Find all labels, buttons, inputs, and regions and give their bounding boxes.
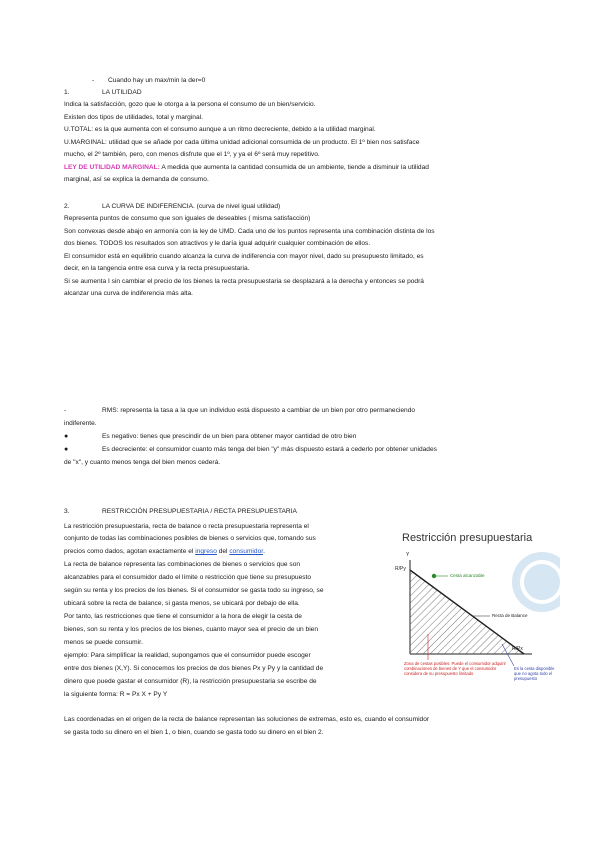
top-item: Cuando hay un max/min la der=0: [108, 77, 206, 84]
s2-number: 2.: [64, 203, 70, 210]
red-note: Zona de cestas posibles. Puede el consumidor adquirir combinaciones de bienes de Y que el consumidor considera de su presupuesto limitado: [404, 661, 506, 676]
rms-line: indiferente.: [64, 420, 97, 427]
consumidor-link[interactable]: consumidor: [229, 548, 264, 555]
s1-line: marginal, así se explica la demanda de consumo.: [64, 176, 209, 183]
s3-line: se gasta todo su dinero en el bien 1, o bien, cuando se gasta todo su dinero en el bien 2.: [64, 729, 324, 736]
s3-title: RESTRICCIÓN PRESUPUESTARIA / RECTA PRESUPUESTARIA: [102, 508, 297, 515]
s2-title: LA CURVA DE INDIFERENCIA. (curva de nivel igual utilidad): [102, 203, 281, 210]
s3-line: precios como dados, agotan exactamente el ingreso del consumidor.: [64, 548, 265, 555]
s1-number: 1.: [64, 89, 70, 96]
s2-line: alcanzar una curva de indiferencia más alta.: [64, 290, 194, 297]
s1-line: Existen dos tipos de utilidades, total y marginal.: [64, 114, 203, 121]
s3-line: La restricción presupuestaria, recta de balance o recta presupuestaria representa el: [64, 523, 309, 530]
rms-bullet: Es decreciente: el consumidor cuanto más tenga del bien "y" más dispuesto estará a cederlo por obtener unidades: [102, 446, 437, 453]
top-dash: -: [92, 77, 95, 84]
rms-dash: -: [64, 407, 67, 414]
s3-line: alcanzables para el consumidor dado el límite o restricción que tiene su presupuesto: [64, 574, 312, 581]
s2-line: Son convexas desde abajo en armonía con la ley de UMD. Cada uno de los puntos representa una combinación distinta de los: [64, 228, 435, 235]
utotal-term: U.TOTAL:: [64, 126, 94, 133]
s3-line: ejemplo: Para simplificar la realidad, supongamos que el consumidor puede escoger: [64, 652, 311, 659]
s3-line: La recta de balance representa las combinaciones de bienes o servicios que son: [64, 561, 301, 568]
s2-line: El consumidor está en equilibrio cuando alcanza la curva de indiferencia con mayor nivel, dado su presupuesto limitado, es: [64, 253, 424, 260]
s2-line: Representa puntos de consumo que son iguales de deseables ( misma satisfacción): [64, 215, 311, 222]
s2-line: decir, en la tangencia entre esa curva y la recta presupuestaria.: [64, 265, 250, 272]
s3-line: menos se puede consumir.: [64, 639, 143, 646]
s1-line: LEY DE UTILIDAD MARGINAL: A medida que aumenta la cantidad consumida de un ambiente, tiende a disminuir la utilidad: [64, 164, 429, 171]
blue-note: Es la cesta disponible que no agota todo el presupuesto: [514, 666, 555, 681]
s3-line: según su renta y los precios de los bienes. Si el consumidor se gasta todo su ingreso, se: [64, 587, 324, 594]
s1-line: U.MARGINAL: utilidad que se añade por cada última unidad adicional consumida de un producto. El 1º bien nos satisface: [64, 139, 420, 146]
rms-line: RMS: representa la tasa a la que un individuo está dispuesto a cambiar de un bien por otro permaneciendo: [102, 407, 416, 414]
budget-constraint-figure: [392, 522, 560, 690]
y-axis-label: Y: [406, 552, 410, 558]
s2-line: dos bienes. TODOS los resultados son atractivos y le daría igual adquirir cualquier combinación de ellos.: [64, 240, 371, 247]
s3-number: 3.: [64, 508, 70, 515]
s1-line: mucho, el 2º también, pero, con menos disfrute que el 1º, y ya el 6º será muy repetitivo.: [64, 151, 320, 158]
s3-line: dinero que puede gastar el consumidor (R), la restricción presupuestaria se escribe de: [64, 678, 317, 685]
s3-line: conjunto de todas las combinaciones posibles de bienes o servicios que, tomando sus: [64, 535, 316, 542]
rms-bullet: de "x", y cuanto menos tenga del bien menos cederá.: [64, 459, 221, 466]
rms-bullet: Es negativo: tienes que prescindir de un bien para obtener mayor cantidad de otro bien: [102, 433, 357, 440]
s3-line: ubicará sobre la recta de balance, si gasta menos, se ubicará por debajo de ella.: [64, 600, 300, 607]
s3-line: bienes, son su renta y los precios de los bienes, cuanto mayor sea el precio de un bien: [64, 626, 319, 633]
s1-line: Indica la satisfacción, gozo que le otorga a la persona el consumo de un bien/servicio.: [64, 101, 316, 108]
point-label: Cesta alcanzable: [450, 573, 485, 578]
x-intercept-label: R/Px: [512, 646, 523, 652]
umarginal-term: U.MARGINAL:: [64, 139, 107, 146]
bullet-icon: ●: [64, 433, 69, 440]
s2-line: Si se aumenta I sin cambiar el precio de los bienes la recta presupuestaria se desplazará a la derecha y entonces se podrá: [64, 278, 424, 285]
s1-title: LA UTILIDAD: [102, 89, 142, 96]
ley-utilidad-term: LEY DE UTILIDAD MARGINAL:: [64, 164, 160, 171]
s1-line: U.TOTAL: es la que aumenta con el consumo aunque a un ritmo decreciente, debido a la utilidad marginal.: [64, 126, 376, 133]
line-label: Recta de Balance: [492, 613, 528, 618]
figure-title: Restricción presupuestaria: [402, 532, 533, 544]
s3-line: Las coordenadas en el origen de la recta de balance representan las soluciones de extremas, esto es, cuando el consumidor: [64, 716, 430, 723]
bullet-icon: ●: [64, 446, 69, 453]
s3-line: entre dos bienes (X,Y). Si conocemos los precios de dos bienes Px y Py y la cantidad de: [64, 665, 324, 672]
s3-line: Por tanto, las restricciones que tiene el consumidor a la hora de elegir la cesta de: [64, 613, 302, 620]
ingreso-link[interactable]: ingreso: [195, 548, 217, 555]
cesta-point: [432, 574, 436, 578]
y-intercept-label: R/Py: [395, 566, 406, 572]
s3-line: la siguiente forma: R = Px X + Py Y: [64, 691, 168, 698]
